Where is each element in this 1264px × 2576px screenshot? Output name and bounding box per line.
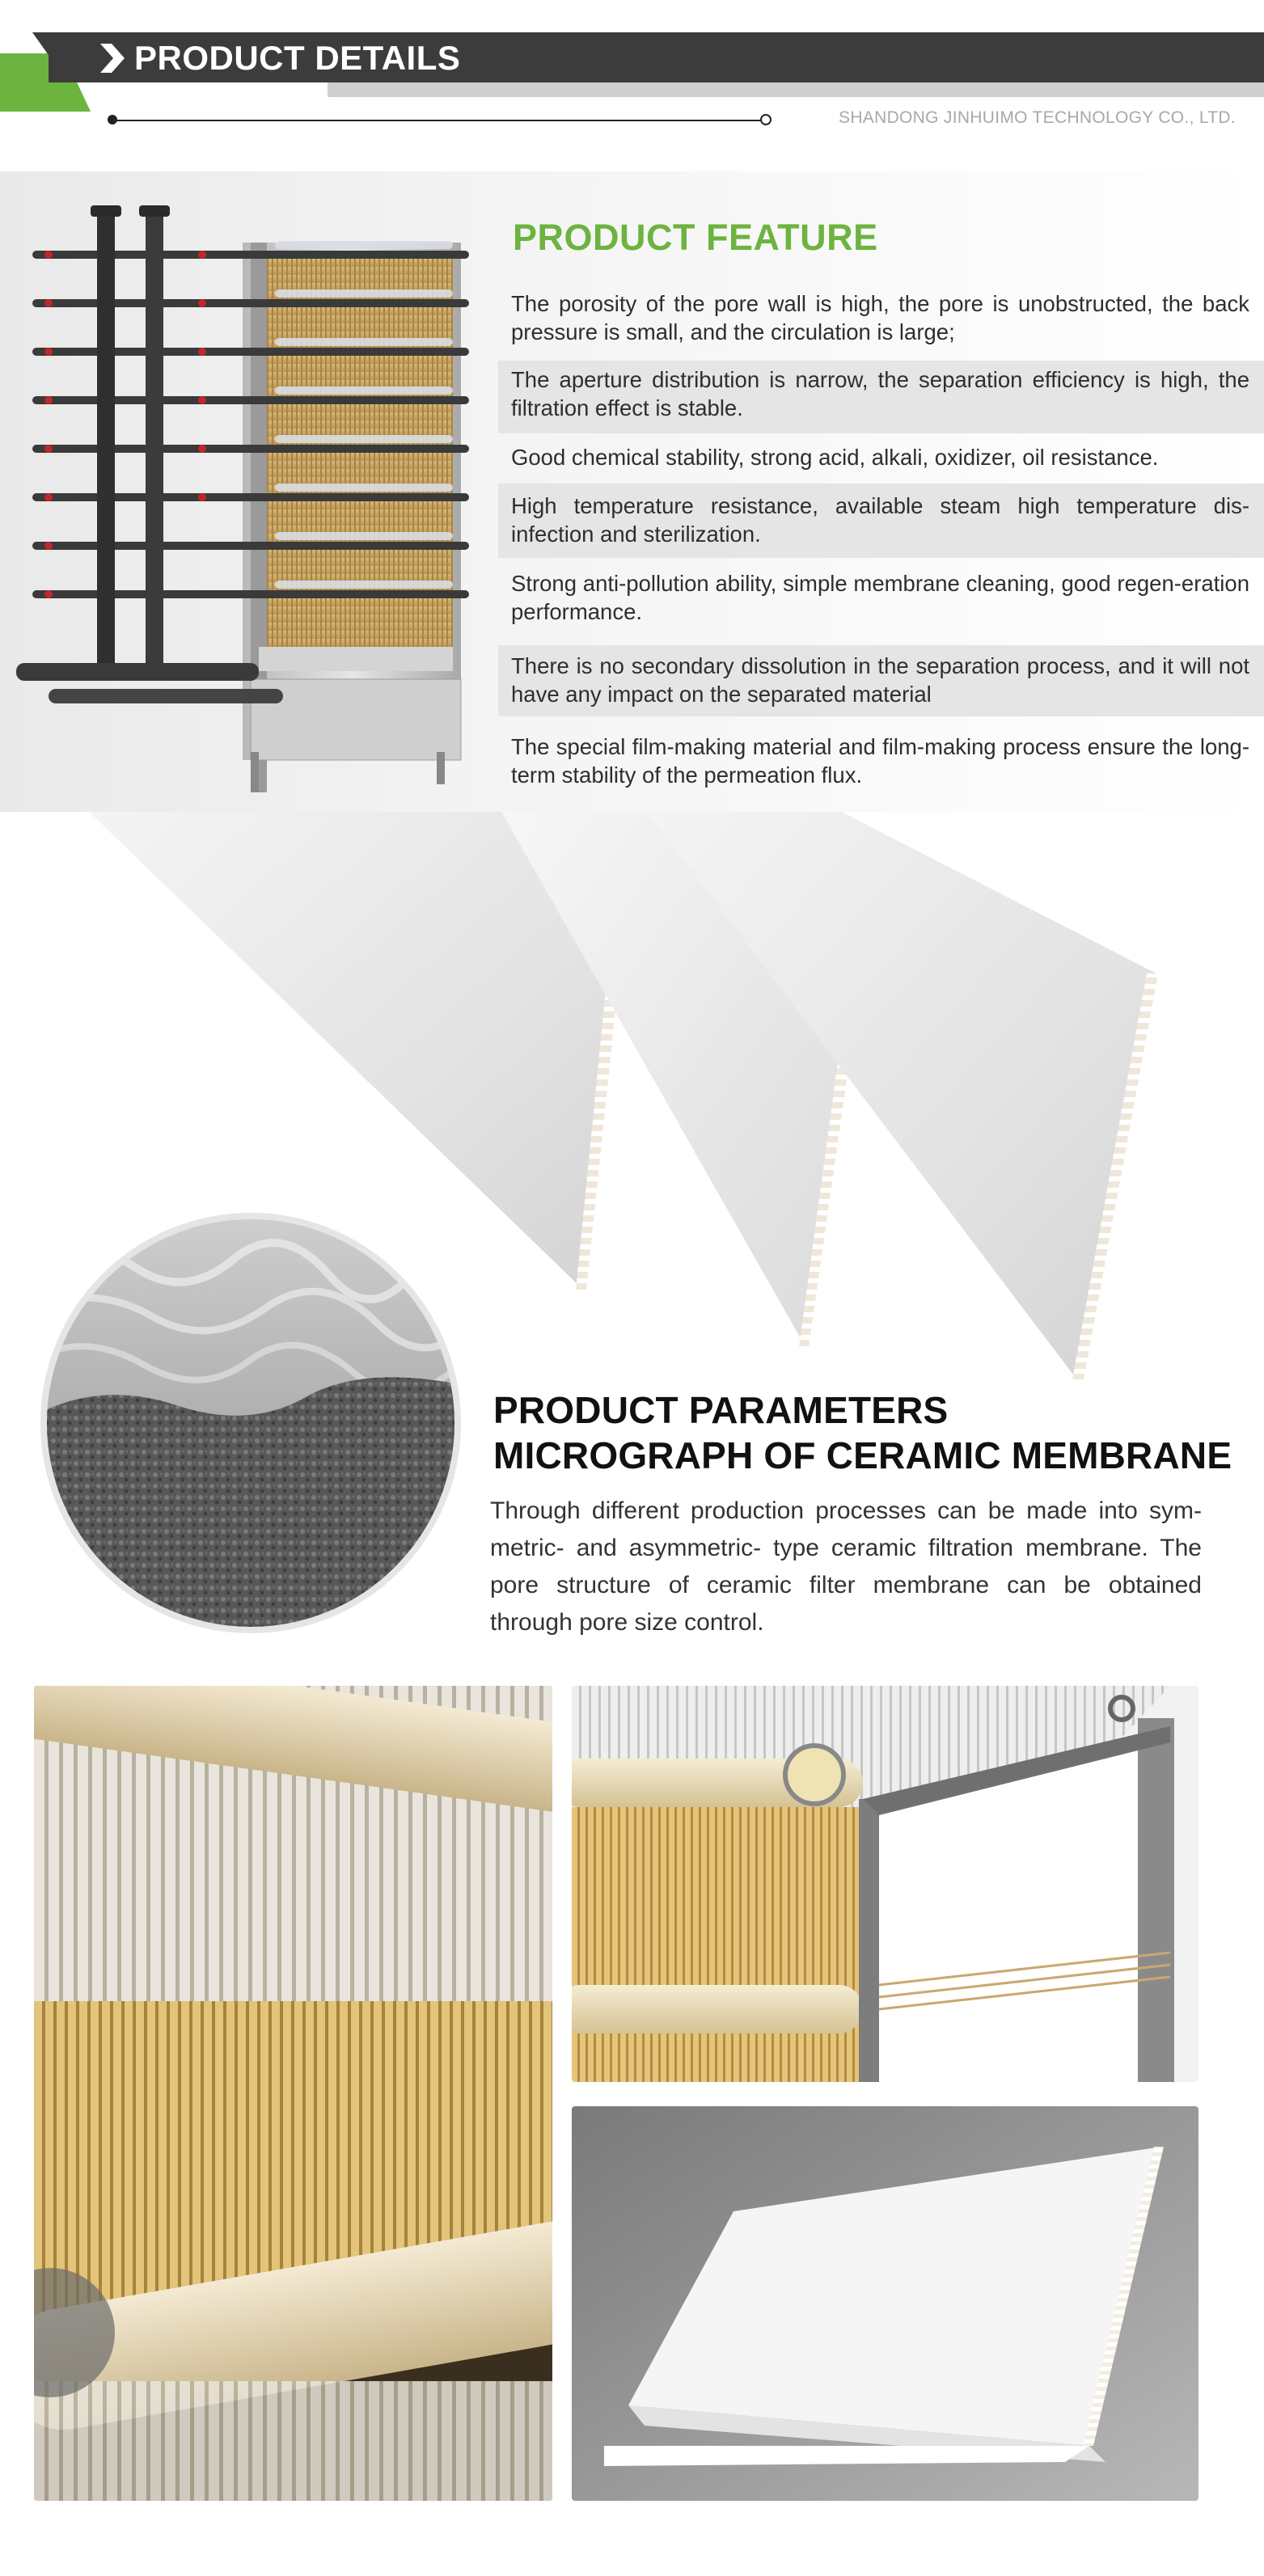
parameters-title [493, 1387, 1232, 1478]
feature-item: High temperature resistance, available steam high temperature dis-infection and sterilization. [498, 484, 1264, 558]
feature-item: The special film-making material and film-making process ensure the long-term stability of the permeation flux. [511, 734, 1249, 788]
module-frame-photo [572, 1686, 1198, 2082]
ceramic-plate-photo [572, 2106, 1198, 2501]
feature-title: PRODUCT FEATURE [513, 217, 878, 258]
feature-item: There is no secondary dissolution in the separation process, and it will not have any impact on the separated material [498, 645, 1264, 716]
header-gray-band [328, 82, 1264, 97]
parameters-title-line1: PRODUCT PARAMETERS [493, 1389, 949, 1431]
parameters-description: Through different production processes can be made into sym-metric- and asymmetric- type ceramic filtration membrane. The pore structure of ceramic filter membrane can be obtained through pore size control. [490, 1497, 1202, 1636]
page-title: PRODUCT DETAILS [134, 39, 461, 77]
divider-dot-right [760, 114, 772, 125]
feature-item: Strong anti-pollution ability, simple membrane cleaning, good regen-eration performance. [511, 571, 1249, 624]
membrane-module-image [16, 194, 477, 792]
parameters-title-line2: MICROGRAPH OF CERAMIC MEMBRANE [493, 1434, 1232, 1476]
chevron-right-icon [95, 42, 128, 74]
feature-item: The aperture distribution is narrow, the separation efficiency is high, the filtration effect is stable. [498, 361, 1264, 433]
header-divider [113, 120, 767, 121]
feature-item: The porosity of the pore wall is high, the pore is unobstructed, the back pressure is small, and the circulation is large; [511, 291, 1249, 344]
feature-item: Good chemical stability, strong acid, alkali, oxidizer, oil resistance. [511, 445, 1159, 470]
membrane-micrograph-image [39, 1211, 463, 1635]
divider-dot-left [108, 115, 117, 125]
company-name: SHANDONG JINHUIMO TECHNOLOGY CO., LTD. [839, 108, 1236, 127]
module-closeup-photo [34, 1686, 552, 2501]
